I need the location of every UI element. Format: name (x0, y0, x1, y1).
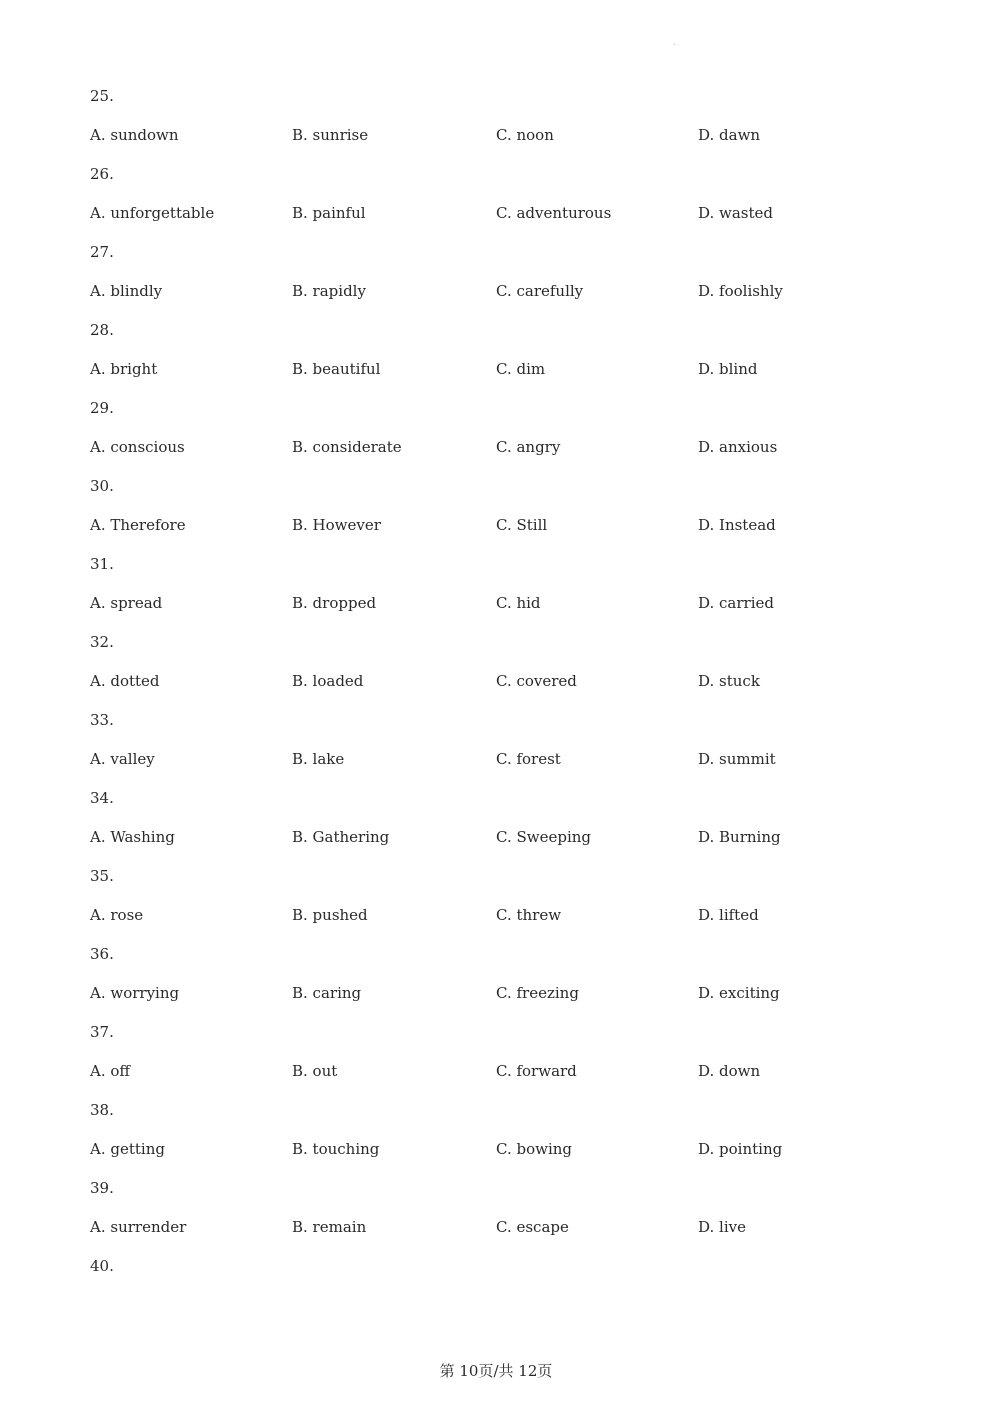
option-b: B. rapidly (292, 282, 366, 300)
option-a: A. worrying (90, 984, 180, 1002)
option-c: C. threw (496, 906, 562, 924)
option-d: D. live (698, 1218, 746, 1236)
question-number: 38. (90, 1101, 114, 1119)
option-a: A. Therefore (90, 516, 186, 534)
option-b: B. painful (292, 204, 366, 222)
question-number: 33. (90, 711, 114, 729)
question-number: 27. (90, 243, 114, 261)
option-c: C. angry (496, 438, 561, 456)
option-b: B. touching (292, 1140, 380, 1158)
question-number: 30. (90, 477, 114, 495)
page-footer: 第 10页/共 12页 (439, 1362, 553, 1380)
question-number: 36. (90, 945, 114, 963)
option-b: B. lake (292, 750, 345, 768)
option-d: D. Instead (698, 516, 776, 534)
question-number: 29. (90, 399, 114, 417)
question-number: 25. (90, 87, 114, 105)
option-a: A. Washing (90, 828, 175, 846)
question-number: 39. (90, 1179, 114, 1197)
question-number: 32. (90, 633, 114, 651)
option-d: D. foolishly (698, 282, 783, 300)
option-d: D. blind (698, 360, 758, 378)
option-c: C. forest (496, 750, 561, 768)
option-d: D. dawn (698, 126, 761, 144)
option-a: A. conscious (90, 438, 185, 456)
option-b: B. However (292, 516, 381, 534)
option-a: A. surrender (90, 1218, 187, 1236)
option-d: D. Burning (698, 828, 781, 846)
option-b: B. loaded (292, 672, 364, 690)
option-a: A. rose (90, 906, 144, 924)
scan-dot (674, 44, 675, 45)
option-b: B. out (292, 1062, 338, 1080)
option-b: B. considerate (292, 438, 402, 456)
option-d: D. anxious (698, 438, 778, 456)
option-c: C. freezing (496, 984, 579, 1002)
option-a: A. unforgettable (90, 204, 215, 222)
option-c: C. Sweeping (496, 828, 592, 846)
question-number: 28. (90, 321, 114, 339)
option-c: C. carefully (496, 282, 584, 300)
option-c: C. hid (496, 594, 541, 612)
option-b: B. sunrise (292, 126, 369, 144)
option-a: A. dotted (90, 672, 160, 690)
question-number: 35. (90, 867, 114, 885)
option-a: A. valley (90, 750, 155, 768)
option-c: C. escape (496, 1218, 569, 1236)
option-d: D. down (698, 1062, 761, 1080)
question-number: 31. (90, 555, 114, 573)
option-b: B. pushed (292, 906, 368, 924)
option-b: B. caring (292, 984, 362, 1002)
option-a: A. off (90, 1062, 131, 1080)
option-a: A. sundown (90, 126, 179, 144)
question-number: 37. (90, 1023, 114, 1041)
option-c: C. dim (496, 360, 546, 378)
option-d: D. lifted (698, 906, 759, 924)
question-number: 40. (90, 1257, 114, 1275)
option-c: C. adventurous (496, 204, 612, 222)
option-d: D. summit (698, 750, 776, 768)
option-d: D. stuck (698, 672, 760, 690)
option-b: B. Gathering (292, 828, 390, 846)
option-a: A. getting (90, 1140, 165, 1158)
option-b: B. beautiful (292, 360, 381, 378)
option-c: C. covered (496, 672, 577, 690)
option-b: B. dropped (292, 594, 377, 612)
option-c: C. noon (496, 126, 554, 144)
option-d: D. exciting (698, 984, 780, 1002)
question-number: 26. (90, 165, 114, 183)
question-number: 34. (90, 789, 114, 807)
option-d: D. pointing (698, 1140, 783, 1158)
option-c: C. bowing (496, 1140, 573, 1158)
option-a: A. blindly (90, 282, 163, 300)
option-c: C. forward (496, 1062, 577, 1080)
option-a: A. spread (90, 594, 163, 612)
option-c: C. Still (496, 516, 548, 534)
option-d: D. wasted (698, 204, 774, 222)
option-d: D. carried (698, 594, 774, 612)
option-a: A. bright (90, 360, 158, 378)
option-b: B. remain (292, 1218, 367, 1236)
